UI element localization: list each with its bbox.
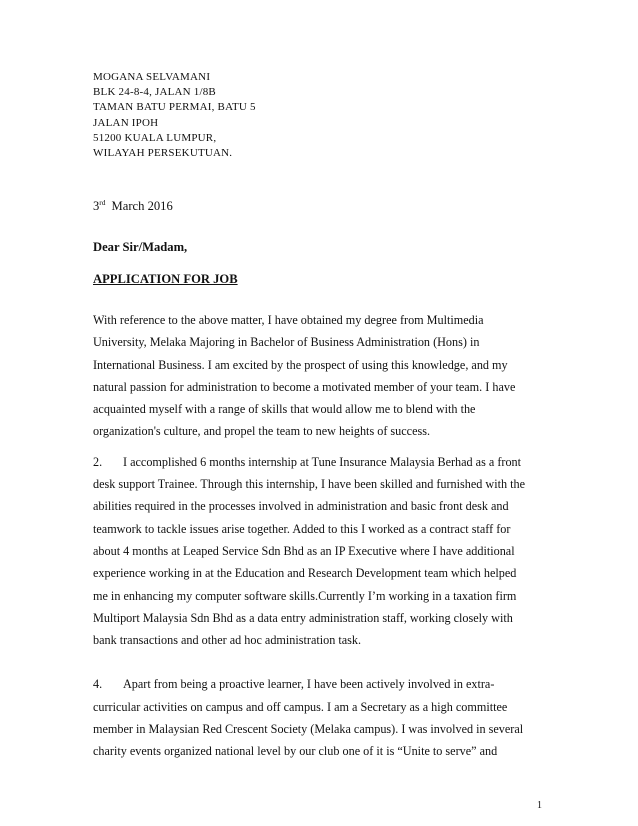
letter-body: [93, 309, 549, 763]
address-line: TAMAN BATU PERMAI, BATU 5: [93, 101, 256, 114]
paragraph-line: member in Malaysian Red Crescent Society (Melaka campus). I was involved in several: [93, 722, 524, 737]
paragraph-number: 4.: [93, 677, 103, 692]
address-line: 51200 KUALA LUMPUR,: [93, 131, 217, 144]
paragraph-line: charity events organized national level by our club one of it is “Unite to serve” and: [93, 744, 498, 759]
paragraph-line: me in enhancing my computer software skills.Currently I’m working in a taxation firm: [93, 588, 517, 603]
paragraph-line: about 4 months at Leaped Service Sdn Bhd as an IP Executive where I have additional: [93, 543, 515, 558]
salutation: Dear Sir/Madam,: [93, 240, 188, 254]
date-day: 3: [93, 199, 100, 213]
paragraph-line: University, Melaka Majoring in Bachelor of Business Administration (Hons) in: [93, 335, 480, 350]
paragraph-line: bank transactions and other ad hoc administration task.: [93, 633, 362, 648]
page-number: 1: [537, 800, 542, 811]
paragraph-intro: [93, 309, 549, 443]
paragraph-2: [93, 451, 549, 652]
paragraph-line: organization's culture, and propel the team to new heights of success.: [93, 424, 431, 439]
paragraph-4: [93, 673, 549, 762]
address-line: MOGANA SELVAMANI: [93, 71, 211, 83]
paragraph-line-text: I accomplished 6 months internship at Tune Insurance Malaysia Berhad as a front: [123, 454, 522, 469]
paragraph-line: With reference to the above matter, I have obtained my degree from Multimedia: [93, 313, 484, 327]
paragraph-line: experience working in at the Education and Research Development team which helped: [93, 566, 517, 581]
paragraph-line: acquainted myself with a range of skills that would allow me to blend with the: [93, 402, 476, 417]
paragraph-line: natural passion for administration to become a motivated member of your team. I have: [93, 379, 516, 394]
paragraph-line: Multiport Malaysia Sdn Bhd as a data entry administration staff, working closely with: [93, 610, 513, 625]
address-line: BLK 24-8-4, JALAN 1/8B: [93, 86, 216, 99]
date-month-year: March 2016: [111, 199, 173, 213]
subject-heading: APPLICATION FOR JOB: [93, 272, 238, 286]
address-line: JALAN IPOH: [93, 116, 159, 129]
paragraph-line: curricular activities on campus and off campus. I am a Secretary as a high committee: [93, 699, 508, 714]
letter-date: [93, 198, 173, 214]
sender-address: [93, 70, 256, 161]
address-line: WILAYAH PERSEKUTUAN.: [93, 147, 233, 160]
paragraph-number: 2.: [93, 454, 103, 469]
paragraph-line: [93, 451, 549, 473]
paragraph-line: desk support Trainee. Through this internship, I have been skilled and furnished with the: [93, 477, 526, 492]
paragraph-line: [93, 673, 549, 695]
paragraph-line-text: Apart from being a proactive learner, I have been actively involved in extra-: [123, 677, 495, 692]
paragraph-line: International Business. I am excited by the prospect of using this knowledge, and my: [93, 357, 508, 372]
paragraph-line: abilities required in the processes involved in administration and basic front desk and: [93, 499, 509, 514]
date-suffix: rd: [99, 198, 106, 207]
paragraph-line: teamwork to tackle issues arise together. Added to this I worked as a contract staff for: [93, 521, 511, 536]
